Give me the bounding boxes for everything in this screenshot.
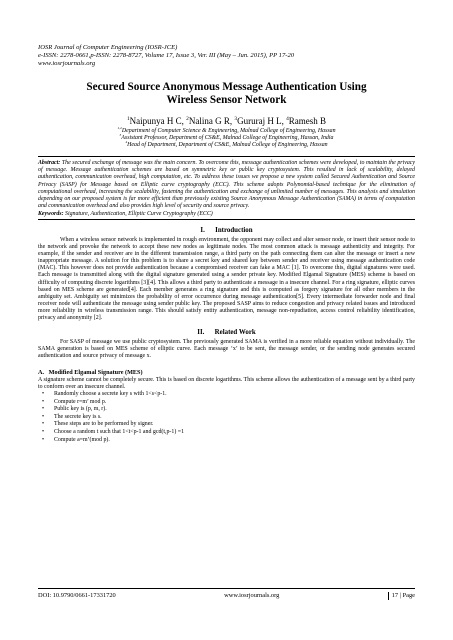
affiliation-list [38, 125, 415, 150]
introduction-paragraph: When a wireless sensor network is implemented in rough environment, the opponent may collect and alter sensor node, or insert their sensor node to the network and provoke the network to accept these new nodes as legitimate nodes. The most common attack is message authenticity and integrity. For example, if the sender and receiver are in the different transmission range, a third party on the path connecting them can alter the message or insert a new inappropriate message. A solution for this problem is to share a secret key and shared key between sender and receiver using message authentication code (MAC). This however does not provide authentication because a compromised receiver can fake a MAC [1]. To overcome this, digital signatures were used. Each message is transmitted along with the digital signature generated using a sender private key. Modified Elgamal Signature (MES) scheme is based on difficulty of computing discrete logarithms [3][4]. This allows a third party to authenticate a message in a insecure channel. For a ring signature, elliptic curves based on MES scheme are generated[4]. Each member generates a ring signature and this is computed as forgery signature for all other members in the ambiguity set. Ambiguity set minimizes the probability of error occurrence during message authentication[5]. Every intermediate forwarder node and final receiver node will authenticate the message using sender public key. The proposed SASP aims to reduce congestion and privacy related issues and introduced more reliability in wireless transmission range. This should satisfy entity authentication, message non-repudiation, access control reliability identification, privacy and anonymity [2]. [38, 236, 415, 322]
list-item: • Compute r=m’ mod p. [42, 398, 107, 405]
journal-issn: e-ISSN: 2278-0661,p-ISSN: 2278-8727, Volume 17, Issue 3, Ver. III (May – Jun. 2015), PP 17-20 [38, 52, 295, 60]
bullet-icon: • [42, 429, 45, 436]
abstract-top-rule [38, 156, 415, 157]
list-item: • The secrete key is s. [42, 413, 102, 420]
bullet-icon: • [42, 391, 45, 398]
list-item: • Randomly choose a secrete key s with 1<s<p-1. [42, 391, 167, 398]
mes-paragraph: A signature scheme cannot be completely secure. This is based on discrete logarithms. This scheme allows the authentication of a message sent by a third party to conform over an insecure channel. [38, 376, 415, 390]
bullet-icon: • [42, 436, 45, 443]
list-item: • Public key is (p, m, r). [42, 406, 107, 413]
author: $^3$Gururaj H L, [234, 115, 287, 126]
keywords-text: Signature, Authentication, Elliptic Curve Cryptography (ECC) [63, 210, 213, 217]
paper-title-line-1: Secured Source Anonymous Message Authentication Using [86, 80, 367, 93]
footer-page-number: 17 | Page [388, 592, 415, 600]
bullet-icon: • [42, 406, 45, 413]
affiliation: $^{1,2}$Department of Computer Science & Engineering, Malnad College of Engineering, Hassan [117, 125, 336, 134]
affiliation: $^4$Head of Department, Department of CS&E, Malnad College of Engineering, Hassan [125, 140, 328, 149]
affiliation: $^3$Assistant Professor, Department of CS&E, Malnad College of Engineering, Hassan, India [119, 133, 334, 142]
paper-title-line-2: Wireless Sensor Network [166, 93, 287, 106]
abstract-label: Abstract: [38, 159, 61, 166]
abstract-text: The secured exchange of message was the main concern. To overcome this, message authentication schemes were developed, to maintain the privacy of message. Message authentication schemes are based on symmetric key or public key cryptosystem. This resulted in lack of scalability, delayed authentication, communication overhead, high computation, etc. To address these issues we propose a new system called Secured Authentication and Source Privacy (SASP) for Message based on Elliptic curve cryptography (ECC). This scheme adopts Polynomial-based technique for the elimination of computational overhead, increasing the scalability, fastening the authentication and exchange of unlimited number of messages. This analysis and simulation depending on our proposed system is far more efficient than previously existing Source Anonymous Message Authentication (SAMA) in terms of computation and communication overhead and also provides high level of security and source privacy. [38, 159, 415, 210]
journal-name: IOSR Journal of Computer Engineering (IOSR-JCE) [38, 44, 178, 51]
author: $^4$Ramesh B [286, 115, 327, 126]
footer-website: www.iosrjournals.org [224, 592, 280, 599]
author: $^2$Nalina G R, [186, 115, 235, 126]
bullet-icon: • [42, 421, 45, 428]
bullet-icon: • [42, 398, 45, 405]
mes-steps-list [38, 391, 415, 444]
keywords [38, 211, 415, 218]
abstract-bottom-rule [38, 219, 415, 220]
abstract [38, 160, 415, 211]
paper-title [38, 81, 415, 107]
page-footer [38, 588, 415, 600]
keywords-label: Keywords: [38, 210, 64, 217]
list-item: • Compute a=m’(mod p). [42, 436, 110, 443]
bullet-icon: • [42, 413, 45, 420]
author: $^1$Naipunya H C, [126, 115, 187, 126]
author-list [38, 116, 415, 127]
footer-doi: DOI: 10.9790/0661-17331720 [38, 592, 116, 599]
section-heading-introduction: I. Introduction [200, 226, 253, 234]
list-item: • Choose a random t such that 1<t<p-1 and gcd(t,p-1) =1 [42, 429, 185, 436]
journal-website: www.iosrjournals.org [38, 60, 96, 68]
section-heading-related-work: II. Related Work [197, 329, 256, 337]
journal-header [38, 44, 415, 69]
related-work-paragraph: For SASP of message we use public cryptosystem. The previously generated SAMA is verified in a more reliable equation without individually. The SAMA generation is based on MES scheme of elliptic curve. Each message ‘x’ to be sent, the message sender, or the sending node generates secured authentication and source privacy of message x. [38, 339, 415, 360]
list-item: • These steps are to be performed by signer. [42, 421, 154, 428]
subsection-heading-mes: A. Modified Elgamal Signature (MES) [38, 369, 143, 377]
